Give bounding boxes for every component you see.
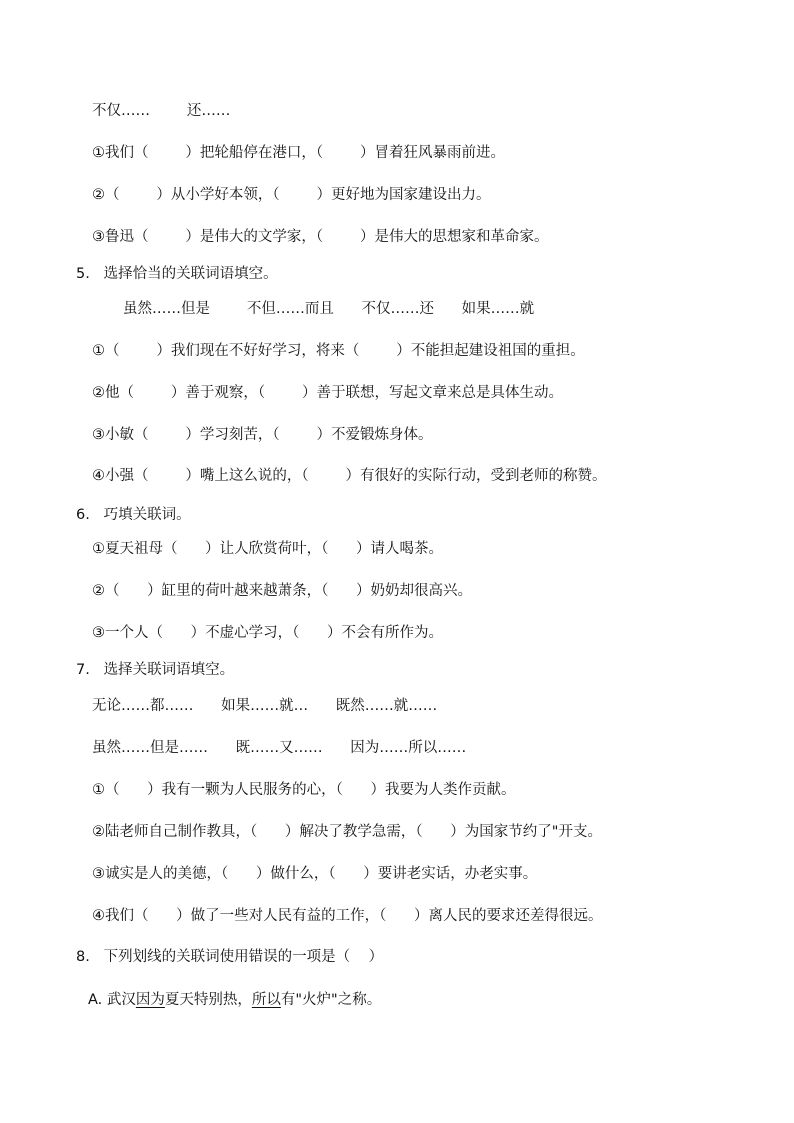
q7-item-3: ③诚实是人的美德，（ ）做什么，（ ）要讲老实话，办老实事。 bbox=[92, 866, 538, 882]
question-7-title: 7. 选择关联词语填空。 bbox=[76, 662, 235, 678]
q6-item-3: ③一个人（ ）不虚心学习，（ ）不会有所作为。 bbox=[92, 625, 444, 641]
question-6-title: 6. 巧填关联词。 bbox=[76, 507, 191, 523]
q6-item-2: ②（ ）缸里的荷叶越来越萧条，（ ）奶奶却很高兴。 bbox=[92, 583, 473, 599]
q4-options: 不仅…… 还…… bbox=[92, 103, 231, 119]
q8-option-a bbox=[88, 990, 381, 1010]
q5-item-2: ②他（ ）善于观察，（ ）善于联想，写起文章来总是具体生动。 bbox=[92, 385, 563, 401]
q8a-text-1: A. 武汉 bbox=[88, 992, 136, 1008]
question-8-title: 8. 下列划线的关联词使用错误的一项是（ ） bbox=[76, 949, 384, 965]
q7-options-row-2: 虽然……但是…… 既……又…… 因为……所以…… bbox=[92, 740, 467, 756]
q8a-underlined-so: 所以 bbox=[251, 992, 281, 1008]
q4-item-1: ①我们（ ）把轮船停在港口，（ ）冒着狂风暴雨前进。 bbox=[92, 145, 505, 161]
q8a-underlined-because: 因为 bbox=[135, 992, 165, 1008]
q7-item-1: ①（ ）我有一颗为人民服务的心，（ ）我要为人类作贡献。 bbox=[92, 782, 516, 798]
q5-options: 虽然……但是 不但……而且 不仅……还 如果……就 bbox=[123, 301, 535, 317]
q5-item-4: ④小强（ ）嘴上这么说的，（ ）有很好的实际行动，受到老师的称赞。 bbox=[92, 468, 607, 484]
q4-item-2: ②（ ）从小学好本领，（ ）更好地为国家建设出力。 bbox=[92, 187, 491, 203]
question-5-title: 5. 选择恰当的关联词语填空。 bbox=[76, 266, 278, 282]
q8a-text-2: 夏天特别热， bbox=[164, 992, 252, 1008]
q7-item-4: ④我们（ ）做了一些对人民有益的工作，（ ）离人民的要求还差得很远。 bbox=[92, 908, 603, 924]
q6-item-1: ①夏天祖母（ ）让人欣赏荷叶，（ ）请人喝茶。 bbox=[92, 541, 444, 557]
q7-item-2: ②陆老师自己制作教具，（ ）解决了教学急需，（ ）为国家节约了"开支。 bbox=[92, 824, 602, 840]
q8a-text-3: 有"火炉"之称。 bbox=[280, 992, 382, 1008]
q4-item-3: ③鲁迅（ ）是伟大的文学家，（ ）是伟大的思想家和革命家。 bbox=[92, 229, 549, 245]
q5-item-3: ③小敏（ ）学习刻苦，（ ）不爱锻炼身体。 bbox=[92, 427, 433, 443]
q7-options-row-1: 无论……都…… 如果……就… 既然……就…… bbox=[92, 698, 438, 714]
q5-item-1: ①（ ）我们现在不好好学习，将来（ ）不能担起建设祖国的重担。 bbox=[92, 343, 585, 359]
